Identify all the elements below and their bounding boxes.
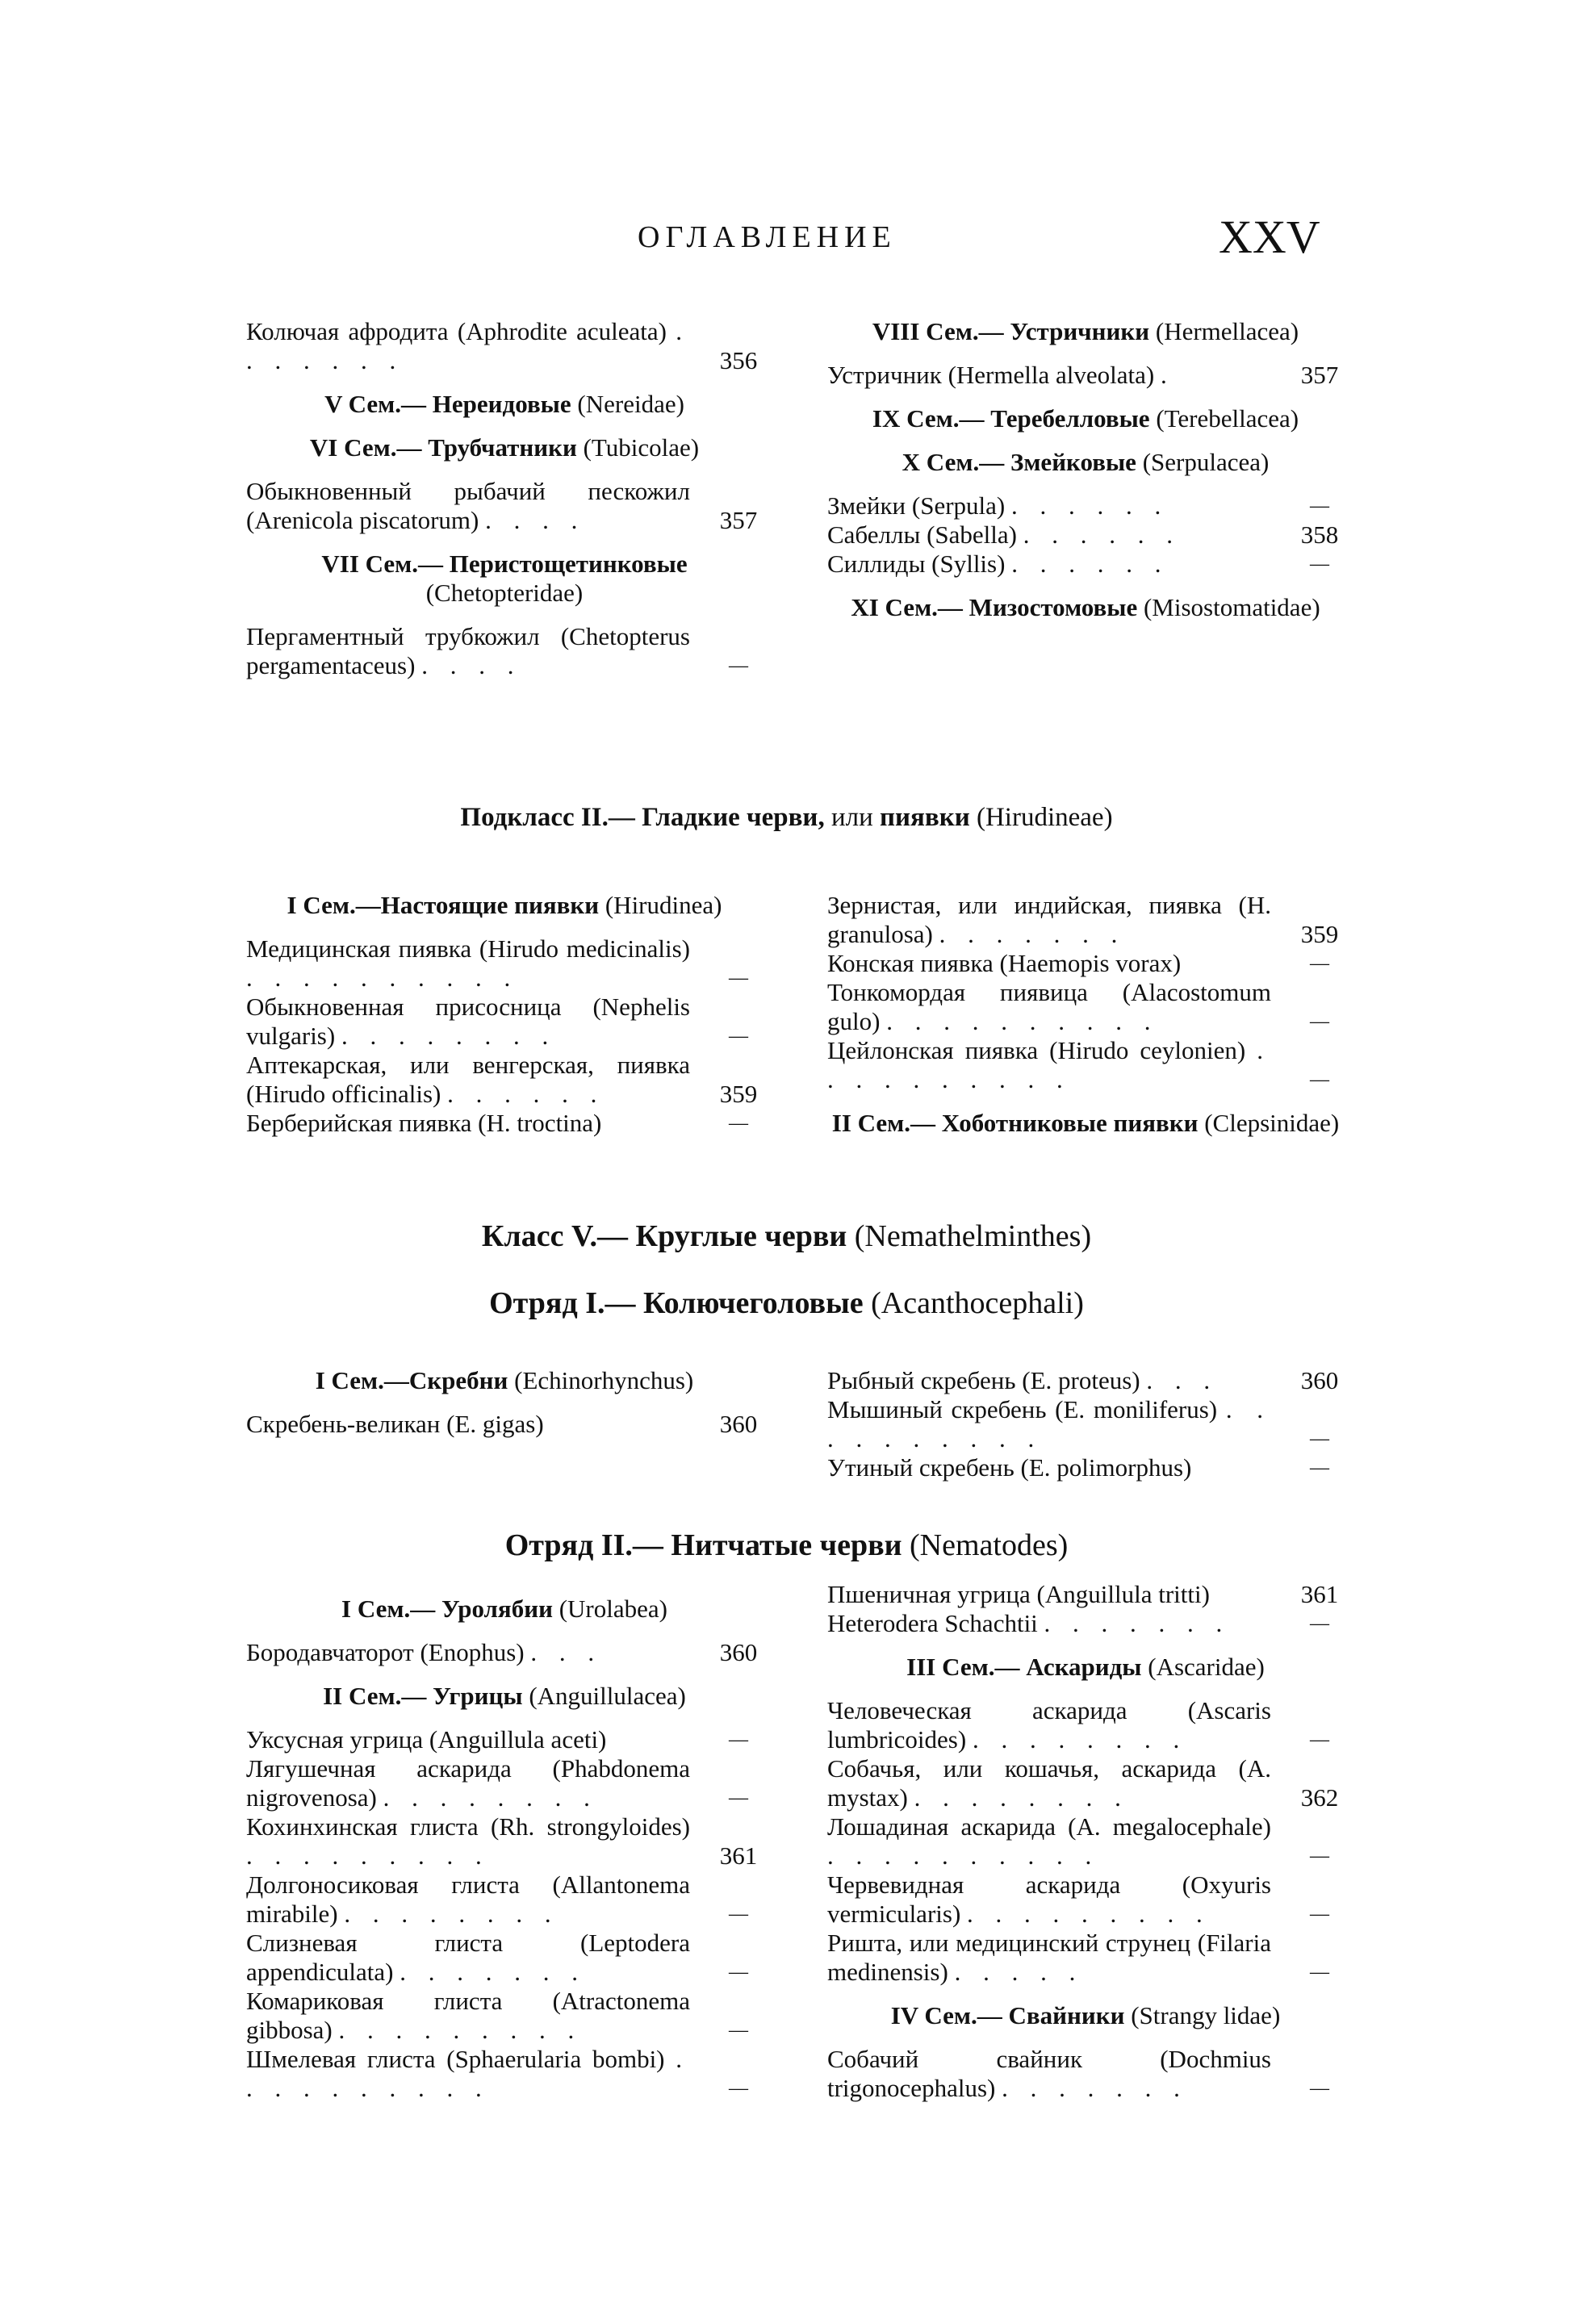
dot-leader: . . . . . . . . . . — [827, 1036, 1271, 1093]
toc-entry — [827, 2045, 1344, 2103]
toc-entry — [827, 491, 1344, 520]
toc-entry — [827, 1754, 1344, 1812]
family-heading — [246, 1366, 763, 1395]
family-name: X Сем.— Змейковые — [902, 448, 1136, 476]
entry-page: 359 — [1300, 920, 1339, 948]
family-name: IX Сем.— Теребелловые — [872, 404, 1150, 433]
entry-page: — — [729, 1962, 748, 1983]
family-heading — [246, 390, 763, 419]
dot-leader: . . . . — [485, 506, 586, 534]
dot-leader: . . . . . . — [1011, 491, 1169, 520]
toc-entry — [827, 1580, 1344, 1609]
family-heading — [827, 1653, 1344, 1682]
family-heading — [827, 593, 1344, 622]
family-latin: (Tubicolae) — [583, 433, 700, 462]
family-latin: (Hermellacea) — [1155, 317, 1299, 345]
entry-text: Слизневая глиста (Leptodera appendiculata) — [246, 1929, 690, 1986]
family-latin: (Chetopteridae) — [425, 579, 584, 607]
running-head: ОГЛАВЛЕНИЕ — [638, 220, 897, 254]
entry-text: Колючая афродита (Aphrodite aculeata) — [246, 317, 667, 345]
order2-heading — [0, 1528, 1573, 1563]
entry-page: — — [1310, 1729, 1329, 1750]
dot-leader: . . . . . . — [447, 1080, 605, 1108]
entry-text: Змейки (Serpula) — [827, 491, 1006, 520]
entry-text: Пшеничная угрица (Anguillula tritti) — [827, 1580, 1210, 1608]
family-latin: (Clepsinidae) — [1204, 1109, 1340, 1137]
entry-page: — — [1310, 495, 1329, 516]
entry-text: Скребень-великан (E. gigas) — [246, 1410, 544, 1438]
entry-text: Лягушечная аскарида (Phabdonema nigrovenosa) — [246, 1754, 690, 1812]
family-name: III Сем.— Аскариды — [906, 1653, 1142, 1681]
page-number: XXV — [1219, 211, 1320, 263]
entry-page: — — [729, 1026, 748, 1047]
subclass-heading-bold: Подкласс II.— Гладкие черви, — [460, 803, 825, 832]
toc-entry — [246, 622, 763, 680]
entry-page: 357 — [1300, 361, 1339, 389]
toc-entry — [246, 1754, 763, 1812]
section3-right-column — [827, 1366, 1344, 1482]
dot-leader: . . . . . . . . . . — [827, 1841, 1100, 1870]
entry-text: Устричник (Hermella alveolata) — [827, 361, 1155, 389]
toc-entry — [246, 1410, 763, 1439]
order1-heading-latin: (Acanthocephali) — [871, 1286, 1084, 1320]
entry-page: — — [1310, 1428, 1329, 1449]
entry-page: — — [729, 1729, 748, 1750]
entry-page: 358 — [1300, 520, 1339, 549]
section1-left-column — [246, 317, 763, 680]
family-name: IV Сем.— Свайники — [890, 2001, 1125, 2029]
entry-text: Кохинхинская глиста (Rh. strongyloides) — [246, 1812, 690, 1841]
entry-text: Сабеллы (Sabella) — [827, 520, 1017, 549]
dot-leader: . . . . . . — [1023, 520, 1181, 549]
family-latin: (Anguillulacea) — [529, 1682, 686, 1710]
family-latin: (Strangy lidae) — [1131, 2001, 1281, 2029]
family-latin: (Urolabea) — [558, 1595, 667, 1623]
family-heading — [246, 433, 763, 462]
class-heading-bold: Класс V.— Круглые черви — [481, 1219, 847, 1253]
entry-text: Берберийская пиявка (H. troctina) — [246, 1109, 602, 1137]
entry-text: Человеческая аскарида (Ascaris lumbricoides) — [827, 1696, 1271, 1753]
section4-left-column — [246, 1595, 763, 2103]
section4-right-column — [827, 1580, 1344, 2103]
entry-page: — — [729, 2020, 748, 2041]
subclass-heading-latin: (Hirudineae) — [976, 803, 1113, 832]
entry-page: — — [1310, 2078, 1329, 2099]
entry-page: 361 — [1300, 1580, 1339, 1608]
subclass-heading — [0, 803, 1573, 833]
toc-entry — [827, 1366, 1344, 1395]
entry-page: — — [1310, 1962, 1329, 1983]
entry-page: 360 — [1300, 1366, 1339, 1394]
toc-entry — [827, 1812, 1344, 1870]
toc-entry — [827, 1870, 1344, 1929]
dot-leader: . . . — [1146, 1366, 1219, 1394]
entry-page: — — [1310, 1457, 1329, 1478]
entry-page: — — [729, 2078, 748, 2099]
family-name: V Сем.— Нереидовые — [324, 390, 571, 418]
dot-leader: . . . . . . . . — [341, 1022, 557, 1050]
entry-page: 356 — [719, 346, 758, 374]
dot-leader: . . . . . . . . — [383, 1783, 598, 1812]
section1-right-column — [827, 317, 1344, 637]
entry-page: — — [1310, 1011, 1329, 1032]
entry-page: — — [729, 1904, 748, 1925]
entry-text: Мышиный скребень (E. moniliferus) — [827, 1395, 1218, 1423]
order2-heading-latin: (Nematodes) — [910, 1528, 1069, 1562]
family-latin: (Terebellacea) — [1156, 404, 1299, 433]
family-heading — [827, 317, 1344, 346]
toc-entry — [827, 520, 1344, 550]
entry-page: — — [729, 1113, 748, 1134]
entry-text: Конская пиявка (Haemopis vorax) — [827, 949, 1182, 977]
entry-page: 361 — [719, 1841, 758, 1870]
family-heading — [827, 1109, 1344, 1138]
order2-heading-bold: Отряд II.— Нитчатые черви — [504, 1528, 902, 1562]
toc-entry — [827, 949, 1344, 978]
dot-leader: . . . . . . . . . — [338, 2016, 583, 2044]
family-latin: (Ascaridae) — [1148, 1653, 1265, 1681]
dot-leader: . . . . . — [954, 1958, 1084, 1986]
toc-entry — [246, 1812, 763, 1870]
entry-page: — — [1310, 554, 1329, 575]
entry-text: Силлиды (Syllis) — [827, 550, 1006, 578]
toc-entry — [827, 891, 1344, 949]
dot-leader: . . . . . . . . . . — [886, 1007, 1159, 1035]
dot-leader: . . . . . . — [1011, 550, 1169, 578]
entry-page: 362 — [1300, 1783, 1339, 1812]
entry-text: Шмелевая глиста (Sphaerularia bombi) — [246, 2045, 665, 2073]
entry-page: 360 — [719, 1638, 758, 1666]
family-latin: (Misostomatidae) — [1143, 593, 1320, 621]
family-name: XI Сем.— Мизостомовые — [851, 593, 1138, 621]
toc-entry — [827, 1696, 1344, 1754]
entry-page: — — [1310, 1069, 1329, 1090]
class-heading-latin: (Nemathelminthes) — [854, 1219, 1092, 1253]
family-name: VII Сем.— Перистощетинковые — [321, 550, 688, 578]
toc-entry — [246, 1725, 763, 1754]
family-heading — [246, 1682, 763, 1711]
entry-text: Тонкомордая пиявица (Alacostomum gulo) — [827, 978, 1271, 1035]
toc-entry — [246, 1929, 763, 1987]
toc-entry — [246, 317, 763, 375]
subclass-heading-plain: или — [830, 803, 873, 832]
section3-left-column — [246, 1366, 763, 1439]
dot-leader: . . . . . . . . . — [246, 1841, 490, 1870]
dot-leader: . . . . . . . . — [914, 1783, 1129, 1812]
entry-page: — — [1310, 1904, 1329, 1925]
entry-page: 360 — [719, 1410, 758, 1438]
toc-entry — [827, 1929, 1344, 1987]
family-latin: (Hirudinea) — [605, 891, 722, 919]
entry-text: Собачья, или кошачья, аскарида (A. mystax) — [827, 1754, 1271, 1812]
dot-leader: . . . . . . . — [400, 1958, 586, 1986]
entry-text: Комариковая глиста (Atractonema gibbosa) — [246, 1987, 690, 2044]
dot-leader: . . . — [530, 1638, 603, 1666]
toc-entry — [246, 993, 763, 1051]
toc-entry — [827, 1395, 1344, 1453]
entry-text: Пергаментный трубкожил (Chetopterus pergamentaceus) — [246, 622, 690, 679]
entry-text: Рыбный скребень (E. proteus) — [827, 1366, 1140, 1394]
dot-leader: . . . . . . . — [1044, 1609, 1231, 1637]
dot-leader: . . . . . . . — [246, 317, 690, 374]
entry-page: — — [729, 968, 748, 989]
family-heading — [246, 891, 763, 920]
family-name: I Сем.— Уролябии — [341, 1595, 553, 1623]
dot-leader: . . . . . . . . . . — [246, 2045, 691, 2102]
dot-leader: . . . . . . . . — [344, 1900, 559, 1928]
toc-entry — [827, 361, 1344, 390]
entry-page: 359 — [719, 1080, 758, 1108]
toc-entry — [827, 550, 1344, 579]
entry-text: Зернистая, или индийская, пиявка (H. granulosa) — [827, 891, 1271, 948]
dot-leader: . . . . — [421, 651, 522, 679]
toc-entry — [246, 1109, 763, 1138]
dot-leader: . — [1160, 361, 1175, 389]
family-name: I Сем.—Скребни — [315, 1366, 508, 1394]
family-latin: (Nereidae) — [577, 390, 684, 418]
family-heading — [827, 404, 1344, 433]
dot-leader: . . . . . . . . — [972, 1725, 1188, 1753]
family-name: II Сем.— Угрицы — [323, 1682, 523, 1710]
family-name: VI Сем.— Трубчатники — [309, 433, 577, 462]
toc-entry — [827, 1453, 1344, 1482]
entry-text: Долгоносиковая глиста (Allantonema mirabile) — [246, 1870, 690, 1928]
entry-text: Аптекарская, или венгерская, пиявка (Hirudo officinalis) — [246, 1051, 690, 1108]
entry-page: — — [1310, 1845, 1329, 1866]
family-heading — [827, 448, 1344, 477]
entry-page: — — [729, 655, 748, 676]
dot-leader: . . . . . . . — [1002, 2074, 1188, 2102]
subclass-heading-bold2: пиявки — [880, 803, 970, 832]
family-heading — [827, 2001, 1344, 2030]
entry-text: Уксусная угрица (Anguillula aceti) — [246, 1725, 607, 1753]
entry-text: Медицинская пиявка (Hirudo medicinalis) — [246, 934, 690, 963]
toc-entry — [246, 477, 763, 535]
entry-text: Бородавчаторот (Enophus) — [246, 1638, 525, 1666]
toc-entry — [246, 934, 763, 993]
section2-left-column — [246, 891, 763, 1138]
entry-text: Лошадиная аскарида (A. megalocephale) — [827, 1812, 1271, 1841]
section2-right-column — [827, 891, 1344, 1152]
dot-leader: . . . . . . . . . . — [246, 963, 519, 992]
family-latin: (Echinorhynchus) — [514, 1366, 694, 1394]
entry-text: Цейлонская пиявка (Hirudo ceylonien) — [827, 1036, 1246, 1064]
family-name: VIII Сем.— Устричники — [872, 317, 1150, 345]
order1-heading-bold: Отряд I.— Колючеголовые — [489, 1286, 864, 1320]
toc-entry — [246, 1638, 763, 1667]
toc-entry — [246, 1051, 763, 1109]
entry-page: 357 — [719, 506, 758, 534]
entry-page: — — [1310, 953, 1329, 974]
entry-page: — — [729, 1787, 748, 1808]
toc-entry — [827, 1036, 1344, 1094]
dot-leader: . . . . . . . . . — [967, 1900, 1211, 1928]
entry-text: Червевидная аскарида (Oxyuris vermicularis) — [827, 1870, 1271, 1928]
entry-text: Собачий свайник (Dochmius trigonocephalus) — [827, 2045, 1271, 2102]
entry-text: Heterodera Schachtii — [827, 1609, 1038, 1637]
entry-text: Обыкновенный рыбачий пескожил (Arenicola piscatorum) — [246, 477, 690, 534]
family-name: II Сем.— Хоботниковые пиявки — [831, 1109, 1199, 1137]
family-name: I Сем.—Настоящие пиявки — [287, 891, 600, 919]
family-latin: (Serpulacea) — [1142, 448, 1270, 476]
toc-entry — [246, 1987, 763, 2045]
entry-text: Ришта, или медицинский струнец (Filaria medinensis) — [827, 1929, 1271, 1986]
order1-heading — [0, 1285, 1573, 1321]
entry-text: Обыкновенная присосница (Nephelis vulgaris) — [246, 993, 690, 1050]
class-heading — [0, 1218, 1573, 1254]
entry-page: — — [1310, 1613, 1329, 1634]
entry-text: Утиный скребень (E. polimorphus) — [827, 1453, 1192, 1482]
dot-leader: . . . . . . . — [939, 920, 1126, 948]
toc-entry — [827, 978, 1344, 1036]
dot-leader: . . . . . . . . . . — [827, 1395, 1272, 1452]
toc-entry — [246, 2045, 763, 2103]
family-heading — [246, 550, 763, 608]
family-heading — [246, 1595, 763, 1624]
toc-entry — [246, 1870, 763, 1929]
toc-entry — [827, 1609, 1344, 1638]
